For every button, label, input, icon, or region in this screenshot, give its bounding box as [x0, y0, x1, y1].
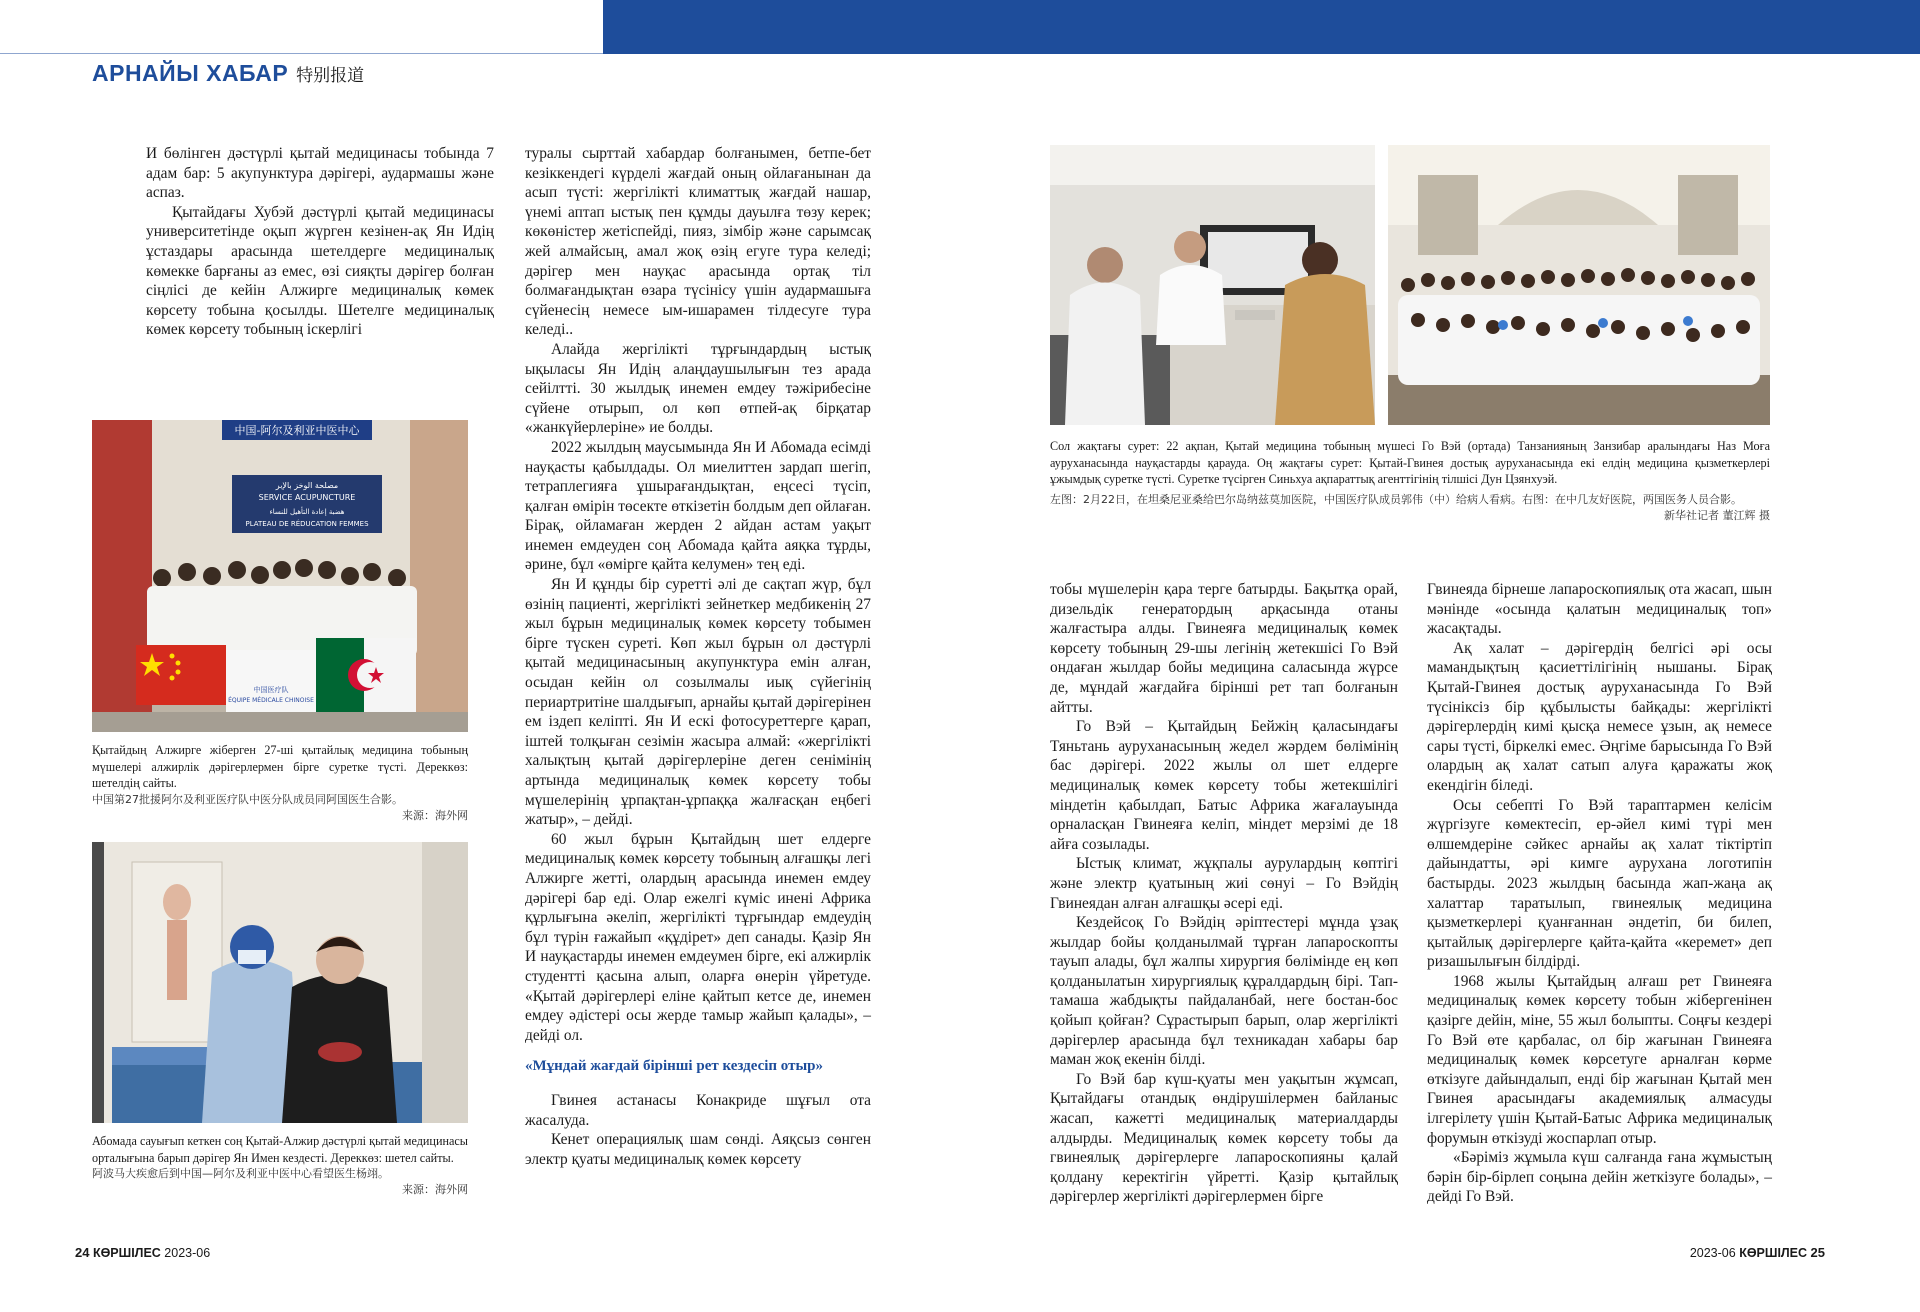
section-title-kz: АРНАЙЫ ХАБАР — [92, 60, 289, 86]
column-3-text — [1050, 580, 1398, 1207]
caption-right-source: 新华社记者 董江辉 摄 — [1664, 508, 1770, 522]
paragraph: Алайда жергілікті тұрғындардың ыстық ықыласы Ян Идің алаңдаушылығын тез арада сейілтті. 30 жылдық инемен емдеу тәжірибесіне сүйене отырып, ол көп өтпей-ақ бірқатар «жанкүйерлеріне» ие болды. — [525, 340, 871, 437]
paragraph: Ян И құнды бір суретті әлі де сақтап жүр, бұл өзінің пациенті, жергілікті зейнеткер медбикенің 27 жыл бұрын медициналық көмек көрсету тобымен бірге түскен суреті. Көп жыл бұрын ол дәстүрлі қытай медицинасының акупунктура емін алған, осыдан кейін ол созылмалы иық сүйегінің периартритіне шалдығып, арнайы қытай дәрігерінен ем іздеп келіпті. Ян И ескі фотосуреттерге қарап, іштей толқыған сезімін жасыра алмай: «жергілікті халықтың қытай дәрігерлеріне деген сенімінің артында медициналық көмек көрсету тобы мүшелерінің ұрпақтан-ұрпаққа жалғасқан еңбегі жатыр», – дейді. — [525, 576, 871, 829]
column-2-text — [525, 144, 871, 1169]
caption-right — [1050, 438, 1770, 524]
paragraph: Го Вэй бар күш-қуаты мен уақытын жұмсап, Қытайдағы отандық өндірушілермен байланыс жасап, кажетті медициналық материалдарды алдырды. Медициналық көмек көрсету тобы да гвинеялық дәрігерлерге лапароскопияны қалай қолдану керектігін үйретті. Қазір қытайлық дәрігерлер жергілікті дәрігерлермен бірге — [1050, 1070, 1398, 1206]
group-photo-guinea-image — [1388, 145, 1770, 425]
magazine-name-right: КӨРШІЛЕС — [1739, 1246, 1808, 1260]
footer-right — [1690, 1245, 1825, 1260]
paragraph: «Бәріміз жұмыла күш салғанда ғана жұмыстың бәрін бір-бірлеп соңына дейін жеткізуге болады», – дейді Го Вэй. — [1427, 1149, 1772, 1206]
caption-1-zh: 中国第27批援阿尔及利亚医疗队中医分队成员同阿国医生合影。 — [92, 792, 403, 806]
paragraph: Гвинея астанасы Конакриде шұғыл ота жасалуда. — [525, 1091, 871, 1129]
caption-2-kz: Абомада сауығып кеткен соң Қытай-Алжир дәстүрлі қытай медицинасы орталығына барып дәрігер Ян Имен кездесті. Дереккөз: шетел сайты. — [92, 1134, 468, 1165]
paragraph: 60 жыл бұрын Қытайдың шет елдерге медициналық көмек көрсету тобының алғашқы легі Алжирге жетті, олардың арасында инемен емдеу дәрігері бар еді. Олар ежелгі күміс инені Африка құрлығына әкеліп, жергілікті тұрғындар емдеудің бұл түрін ғажайып «құдірет» деп санады. Қазір Ян И науқастарды инемен емдеумен бірге, екі алжирлік студентті қасына алып, оларға өнерін үйретуде. «Қытай дәрігерлері еліне қайтып кетсе де, инемен емдеу әдістері осы жерде тамыр жайып қалады», – дейді ол. — [525, 830, 871, 1044]
sign-french-1: SERVICE ACUPUNCTURE — [258, 493, 356, 502]
paragraph: Қытайдағы Хубэй дәстүрлі қытай медицинасы университетінде оқып жүрген кезінен-ақ Ян Идің ұстаздары арасында шетелдерге медициналық көмекке барғаны аз емес, өзі сияқты дәрігер болған сіңлісі де кейін Алжирге медициналық көмек көрсету тобына қосылды. Шетелге медициналық көмек көрсету тобының іскерлігі — [146, 203, 494, 339]
subheading: «Мұндай жағдай бірінші рет кездесіп отыр» — [525, 1058, 824, 1075]
consultation-photo — [1050, 145, 1375, 425]
section-title-zh: 特别报道 — [296, 66, 365, 86]
doctor-patient-photo — [92, 842, 468, 1123]
issue-date-left: 2023-06 — [164, 1246, 211, 1260]
caption-right-zh: 左图：2月22日，在坦桑尼亚桑给巴尔岛纳兹莫加医院，中国医疗队成员郭伟（中）给病人看病。右图：在中几友好医院，两国医务人员合影。 — [1050, 492, 1742, 506]
doctor-patient-photo-image — [92, 842, 468, 1123]
column-1-text — [146, 144, 494, 340]
group-photo-guinea — [1388, 145, 1770, 425]
paragraph: Кенет операциялық шам сөнді. Аяқсыз сөнген электр қуаты медициналық көмек көрсету — [525, 1131, 871, 1168]
consultation-photo-image — [1050, 145, 1375, 425]
footer-left — [75, 1245, 210, 1260]
caption-2-zh: 阿波马大疾愈后到中国—阿尔及利亚中医中心看望医生杨翊。 — [92, 1167, 389, 1180]
caption-2 — [92, 1133, 468, 1199]
issue-date-right: 2023-06 — [1689, 1246, 1736, 1260]
group-photo-flags-image — [92, 420, 468, 732]
top-blue-band — [603, 0, 1920, 54]
magazine-name-left: КӨРШІЛЕС — [92, 1246, 161, 1260]
paragraph: Го Вэй – Қытайдың Бейжің қаласындағы Тяньтань ауруханасының жедел жәрдем бөлімінің бас дәрігері. 2022 жылы ол шет елдерге медициналық көмек көрсету тобы жетекшілігі міндетін қабылдап, Батыс Африка жағалауында орналасқан Гвинеяға келіп, міндет мерзімі де 18 айға созылады. — [1050, 718, 1398, 853]
sign-arabic-1: مصلحة الوخز بالإبر — [275, 481, 339, 490]
banner-french-text: ÉQUIPE MÉDICALE CHINOISE — [228, 697, 314, 704]
paragraph: 1968 жылы Қытайдың алғаш рет Гвинеяға медициналық көмек көрсету тобын жібергенінен қазірге дейін, міне, 55 жыл болыпты. Соңғы кездері Го Вэй өте қарбалас, ол бір жағынан Гвинеяға медициналық көмек көрсетуге арналған көрме өткізуге дайындалып, енді бір жағынан Қытай мен Гвинея арасындағы академиялық алмасуды ілгерілету үшін Қытай-Батыс Африка медициналық форумын өткізуді жоспарлап отыр. — [1427, 972, 1772, 1147]
center-banner-text: 中国-阿尔及利亚中医中心 — [234, 424, 360, 437]
paragraph: Кездейсоқ Го Вэйдің әріптестері мұнда ұзақ жылдар бойы қолданылмай тұрған лапароскопты тауып алады, бұл жалпы хирургия бөлімінде ең көп қолданылатын хирургиялық құралдардың бірі. Тап-тамаша жабдықты пайдаланбай, неге бостан-бос қойып қойған? Сұрастырып барып, олар жергілікті дәрігерлер арасында бұл техникадан хабары бар маман жоқ екенін білді. — [1050, 914, 1398, 1069]
page-number-right: 25 — [1810, 1245, 1825, 1260]
caption-right-kz: Сол жақтағы сурет: 22 ақпан, Қытай медицина тобының мүшесі Го Вэй (ортада) Танзанияның Занзибар аралындағы Наз Моға ауруханасында науқастарды қарауда. Оң жақтағы сурет: Қытай-Гвинея достық ауруханасында екі елдің медицина қызметкерлері ұжымдық суретке түсті. Суретке түсірген Синьхуа ақпараттық агенттігінің тілшісі Дун Цзянхуэй. — [1050, 439, 1770, 486]
paragraph: Ыстық климат, жұқпалы аурулардың көптігі және электр қуатының жиі сөнуі – Го Вэйдің Гвинеядан алған алғашқы әсері еді. — [1050, 855, 1398, 912]
page-number-left: 24 — [75, 1245, 90, 1260]
section-header — [92, 60, 364, 87]
group-photo-flags — [92, 420, 468, 732]
top-rule — [0, 0, 603, 54]
sign-french-2: PLATEAU DE RÉDUCATION FEMMES — [245, 520, 369, 528]
caption-1-kz: Қытайдың Алжирге жіберген 27-ші қытайлық медицина тобының мүшелері алжирлік дәрігерлермен бірге суретке түсті. Дереккөз: шетелдің сайты. — [92, 743, 468, 790]
caption-1 — [92, 742, 468, 824]
caption-1-source: 来源：海外网 — [402, 808, 468, 822]
sign-arabic-2: هضبة إعادة التأهيل للنساء — [269, 508, 345, 516]
column-4-text — [1427, 580, 1772, 1207]
paragraph: Осы себепті Го Вэй тараптармен келісім жүргізуге көмектесіп, ер-әйел кимі түрі мен өлшемдеріне сәйкес арнайы ақ халат тіктіртіп дайындатты, әрі кимге аурухана логотипін бастырды. 2023 жылдың басында жап-жаңа ақ халаттар таратылып, гвинеялық медицина қызметкерлері қуанғаннан әндетіп, би билеп, қытайлық дәрігерлерге қайта-қайта «керемет» деп ризашылығын білдірді. — [1427, 796, 1772, 971]
paragraph: тобы мүшелерін қара терге батырды. Бақытқа орай, дизельдік генератордың арқасында отаны жалғастыра алды. Гвинеяға медициналық көмек көрсету тобының 29-шы легінің жетекшісі Го Вэй ондаған жылдар бойы медицина саласында жүрсе де, мұндай жағдайға бірінші рет тап болғанын айтты. — [1050, 581, 1398, 716]
banner-chinese-text: 中国医疗队 — [253, 686, 289, 694]
caption-2-source: 来源：海外网 — [402, 1183, 468, 1196]
paragraph: 2022 жылдың маусымында Ян И Абомада есімді науқасты қабылдады. Ол миелиттен зардап шегіп, тетраплегияға ұшырағандықтан, еңсесі түсіп, қалған өмірін төсекте өткізетін болдым деп ойлаған. Бірақ, ойламаған жерден 2 айдан астам уақыт инемен емдеуден соң Абомада қайта аяқка тұрды, әрине, бұл «өмірге қайта келумен» тең еді. — [525, 438, 871, 574]
paragraph: туралы сырттай хабардар болғанымен, бетпе-бет кезіккендегі күрделі жағдай оның ойлағанынан да асып түсті: жергілікті климаттық жағдай нашар, үнемі аптап ыстық пен құмды дауылға төзу керек; көкөністер жетіспейді, пияз, зімбір және сарымсақ жей алмайсың, амал жоқ өзің егуге тура келеді; дәрігер мен науқас арасында ортақ тіл болмағандықтан өзара түсінісу үшін аудармашыға сүйенесің немесе ым-ишарамен тілдесуге тура келеді.. — [525, 145, 871, 339]
paragraph: Гвинеяда бірнеше лапароскопиялық ота жасап, шын мәнінде «осында қалатын медициналық топ» жасақтады. — [1427, 581, 1772, 638]
paragraph: Ақ халат – дәрігердің белгісі әрі осы мамандықтың қасиеттілігінің нышаны. Бірақ Қытай-Гвинея достық ауруханасында Го Вэй түсініксіз бір құбылысты байқады: жергілікті дәрігерлердің кимі қысқа немесе ұзын, ақ немесе сары түсті, біркелкі емес. Әңгіме барысында Го Вэй олардың ақ халат сатып алуға қаражаты жоқ екендігін біледі. — [1427, 639, 1772, 794]
paragraph: И бөлінген дәстүрлі қытай медицинасы тобында 7 адам бар: 5 акупунктура дәрігері, аудармашы және аспаз. — [146, 145, 494, 202]
